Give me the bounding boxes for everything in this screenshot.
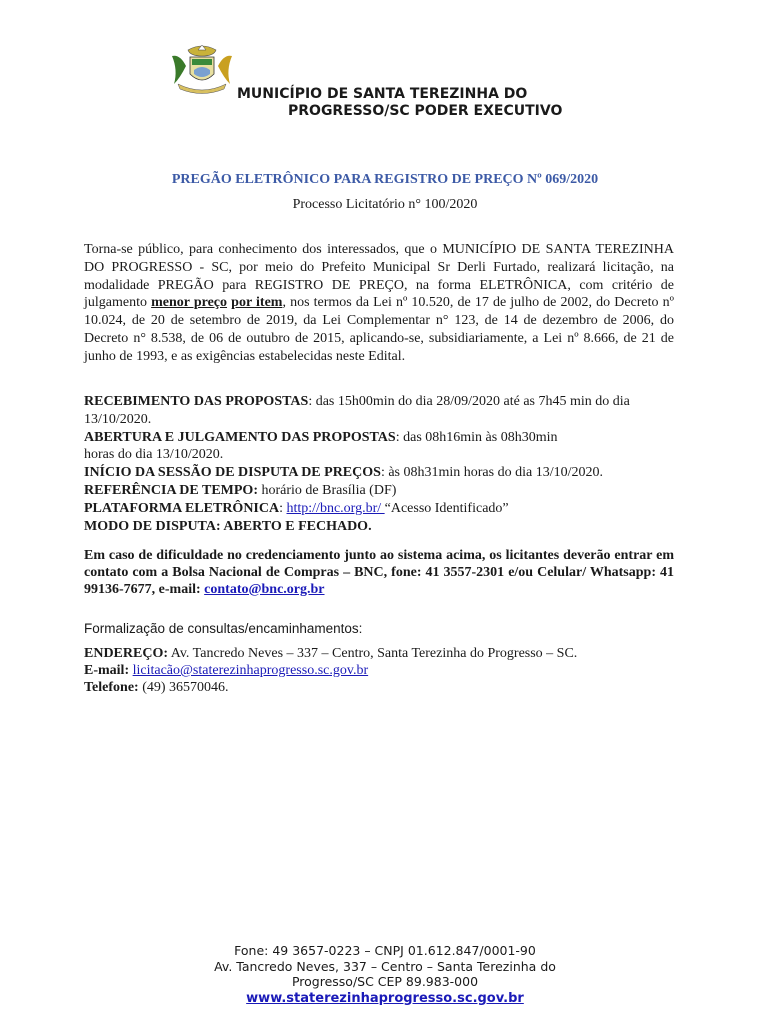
footer-phone-cnpj: Fone: 49 3657-0223 – CNPJ 01.612.847/0001-90 [234,943,536,958]
intro-criteria-per-item: por item [231,295,283,311]
plataforma-label: PLATAFORMA ELETRÔNICA [84,500,280,516]
schedule-info-block [84,393,674,535]
referencia-value: horário de Brasília (DF) [257,482,397,498]
endereco-label: ENDEREÇO: [84,646,169,661]
email-label: E-mail: [84,663,130,678]
intro-criteria-lowest-price: menor preço [151,295,228,311]
telefone-value: (49) 36570046. [138,680,229,695]
footer-website-link[interactable]: www.staterezinhaprogresso.sc.gov.br [246,990,524,1006]
abertura-value-cont: horas do dia 13/10/2020. [84,447,224,463]
telefone-label: Telefone: [84,680,139,695]
endereco-value: Av. Tancredo Neves – 337 – Centro, Santa Terezinha do Progresso – SC. [168,646,578,661]
intro-text-part1: Torna-se público, para conhecimento dos interessados, que o MUNICÍPIO DE SANTA TEREZINHA DO PROGRESSO - SC, por meio do Prefeito Municipal Sr Derli Furtado, realizará licitação, na modalidade PREGÃO para REGISTRO DE PREÇO, na forma ELETRÔNICA, com critério de julgamento [84,242,674,311]
modo-disputa-line [84,518,674,536]
recebimento-value: : das 15h00min do dia 28/09/2020 até as 7h45 min do dia 13/10/2020. [84,394,630,427]
municipal-coat-of-arms-logo [170,44,234,94]
footer-address-line1: Av. Tancredo Neves, 337 – Centro – Santa Terezinha do [214,958,556,974]
recebimento-line [84,393,674,429]
email-link[interactable]: licitacão@staterezinhaprogresso.sc.gov.br [132,663,369,678]
abertura-line [84,429,674,465]
page-footer [0,943,770,1006]
plataforma-link[interactable]: http://bnc.org.br/ [286,500,385,516]
plataforma-sep: : [279,500,287,516]
contact-block [84,645,684,696]
abertura-label: ABERTURA E JULGAMENTO DAS PROPOSTAS [84,429,396,445]
intro-paragraph [84,241,674,366]
inicio-label: INÍCIO DA SESSÃO DE DISPUTA DE PREÇOS [84,465,381,481]
process-number: Processo Licitatório n° 100/2020 [292,197,478,212]
notice-text: Em caso de dificuldade no credenciamento junto ao sistema acima, os licitantes deverão entrar em contato com a Bolsa Nacional de Compras – BNC, fone: 41 3557-2301 e/ou Celular/ Whatsapp: 41 99136-7677, e-mail: [84,548,674,597]
endereco-line [84,645,684,662]
inicio-line [84,464,674,482]
plataforma-line [84,500,674,518]
modo-disputa: MODO DE DISPUTA: ABERTO E FECHADO. [84,518,372,534]
notice-email-link[interactable]: contato@bnc.org.br [204,581,325,597]
formalizacao-heading: Formalização de consultas/encaminhamentos: [84,621,363,636]
plataforma-value: “Acesso Identificado” [384,500,509,516]
header-municipality-line1: MUNICÍPIO DE SANTA TEREZINHA DO [237,86,528,102]
header-municipality-line2: PROGRESSO/SC PODER EXECUTIVO [288,103,563,119]
abertura-value: : das 08h16min às 08h30min [395,429,558,445]
referencia-line [84,482,674,500]
telefone-line [84,679,684,696]
credentialing-notice [84,548,674,598]
email-line [84,662,684,679]
intro-text-part2: , nos termos da Lei nº 10.520, de 17 de julho de 2002, do Decreto nº 10.024, de 20 de setembro de 2019, da Lei Complementar n° 123, de 14 de dezembro de 2006, do Decreto n° 8.538, de 06 de outubro de 2015, aplicando-se, subsidiariamente, a Lei nº 8.666, de 21 de junho de 1993, e as exigências estabelecidas neste Edital. [84,295,674,364]
document-title: PREGÃO ELETRÔNICO PARA REGISTRO DE PREÇO Nº 069/2020 [171,172,599,187]
footer-address-line2: Progresso/SC CEP 89.983-000 [291,974,479,989]
inicio-value: : às 08h31min horas do dia 13/10/2020. [380,465,603,481]
recebimento-label: RECEBIMENTO DAS PROPOSTAS [84,394,309,409]
referencia-label: REFERÊNCIA DE TEMPO: [84,482,258,498]
